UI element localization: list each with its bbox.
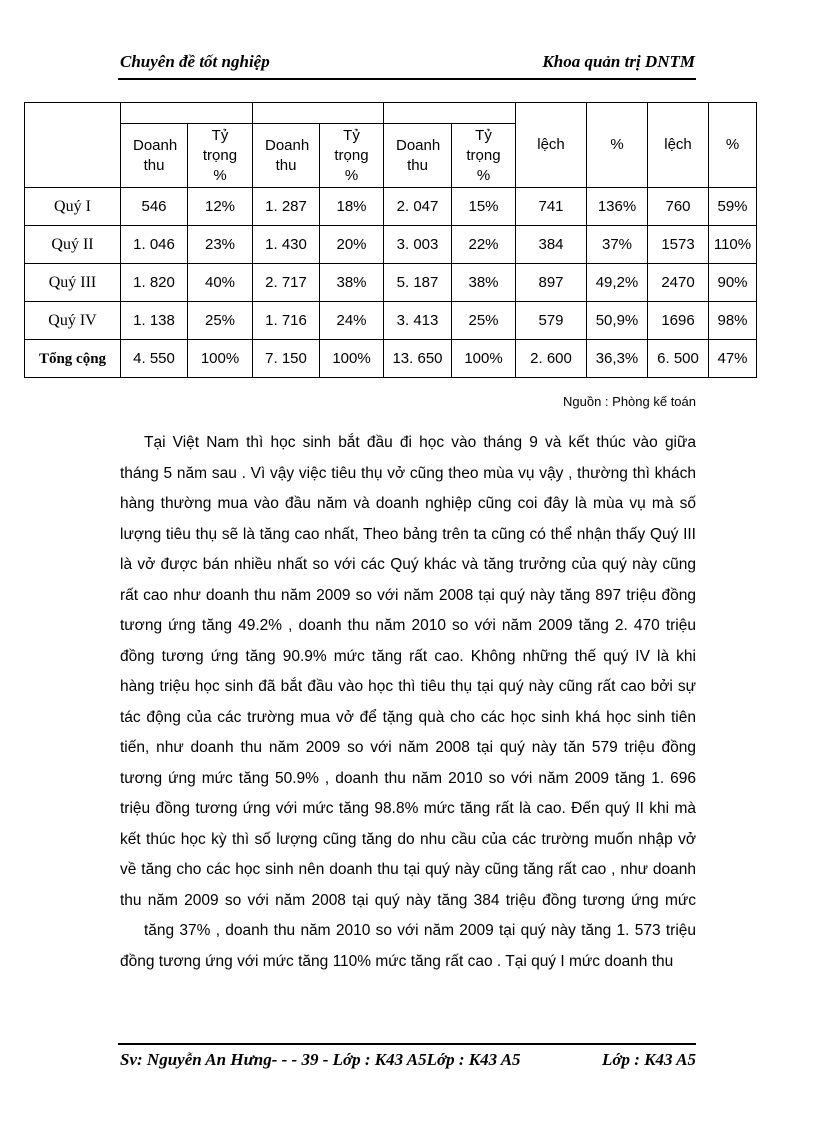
table-cell: 22%: [452, 226, 516, 264]
table-cell: 100%: [188, 340, 253, 378]
table-cell: 36,3%: [587, 340, 648, 378]
table-cell: 2. 600: [516, 340, 587, 378]
table-cell: 5. 187: [384, 264, 452, 302]
table-cell: 100%: [452, 340, 516, 378]
text-line: tương ứng mức tăng 50.9% , doanh thu năm 2010 so với năm 2009 tăng 1. 696: [120, 769, 696, 787]
table-cell: 25%: [452, 302, 516, 340]
table-header-cell: lệch: [648, 103, 709, 188]
table-group-header-row: [25, 103, 757, 124]
body-paragraph: [120, 428, 696, 977]
table-cell: 24%: [320, 302, 384, 340]
table-cell: 59%: [709, 188, 757, 226]
text-line: lượng tiêu thụ sẽ là tăng cao nhất, Theo bảng trên ta cũng có thể nhận thấy Quý III: [120, 525, 696, 543]
table-cell: 37%: [587, 226, 648, 264]
table-cell: 3. 413: [384, 302, 452, 340]
table-cell: 136%: [587, 188, 648, 226]
table-row: [25, 264, 757, 302]
row-label: Quý IV: [25, 302, 121, 340]
table-cell: 18%: [320, 188, 384, 226]
table-cell: 2. 717: [253, 264, 320, 302]
table-row: [25, 302, 757, 340]
text-line: tiến, như doanh thu năm 2009 so với năm 2008 tại quý này tăn 579 triệu đồng: [120, 739, 696, 756]
text-line: về tăng cho các học sinh nên doanh thu tại quý này cũng tăng rất cao , như doanh: [120, 861, 696, 878]
table-header-cell: %: [587, 103, 648, 188]
row-label: Quý III: [25, 264, 121, 302]
table-cell: 897: [516, 264, 587, 302]
footer-student: Sv: Nguyễn An Hưng- - - 39 - Lớp : K43 A5Lớp : K43 A5: [120, 1050, 521, 1069]
table-cell: 13. 650: [384, 340, 452, 378]
table-cell: 2. 047: [384, 188, 452, 226]
table-cell: 1. 820: [121, 264, 188, 302]
table-header-cell: Tỷ trọng %: [188, 124, 253, 188]
table-group-cell: [121, 103, 253, 124]
table-header-cell: Doanh thu: [384, 124, 452, 188]
text-line: thu năm 2009 so với năm 2008 tại quý này tăng 384 triệu đồng tương ứng mức: [120, 891, 696, 909]
row-label: Quý II: [25, 226, 121, 264]
table-cell: 1573: [648, 226, 709, 264]
text-line: tăng 37% , doanh thu năm 2010 so với năm 2009 tại quý này tăng 1. 573 triệu: [144, 922, 696, 939]
table-corner-cell: [25, 103, 121, 188]
table-header-cell: Tỷ trọng %: [320, 124, 384, 188]
table-cell: 20%: [320, 226, 384, 264]
table-cell: 2470: [648, 264, 709, 302]
text-line: tương ứng tăng 49.2% , doanh thu năm 2010 so với năm 2009 tăng 2. 470 triệu: [120, 617, 696, 634]
table-cell: 15%: [452, 188, 516, 226]
table-cell: 384: [516, 226, 587, 264]
table-cell: 50,9%: [587, 302, 648, 340]
text-line: đồng tương ứng tăng 90.9% mức tăng rất cao. Không những thế quý IV là khi: [120, 647, 696, 665]
text-line: hàng triệu học sinh đã bắt đầu vào học thì tiêu thụ tại quý này cũng rất cao bởi sự: [120, 678, 696, 695]
table-cell: 546: [121, 188, 188, 226]
table-cell: 40%: [188, 264, 253, 302]
page-header: [120, 52, 695, 78]
table-cell: 1. 716: [253, 302, 320, 340]
text-line: triệu đồng tương ứng với mức tăng 98.8% mức tăng rất là cao. Đến quý II khi mà: [120, 800, 696, 817]
table-cell: 98%: [709, 302, 757, 340]
table-header-cell: %: [709, 103, 757, 188]
text-line: Tại Việt Nam thì học sinh bắt đầu đi học vào tháng 9 và kết thúc vào giữa: [144, 434, 696, 451]
table-row: [25, 188, 757, 226]
table-source-note: Nguồn : Phòng kế toán: [563, 394, 696, 409]
table-header-cell: Tỷ trọng %: [452, 124, 516, 188]
table-cell: 6. 500: [648, 340, 709, 378]
row-label: Tổng cộng: [25, 340, 121, 378]
table-cell: 12%: [188, 188, 253, 226]
table-cell: 25%: [188, 302, 253, 340]
footer-class: Lớp : K43 A5: [602, 1050, 696, 1069]
header-title: Chuyên đề tốt nghiệp: [120, 52, 270, 71]
text-line: tháng 5 năm sau . Vì vậy việc tiêu thụ vở cũng theo mùa vụ vậy , thường thì khách: [120, 464, 696, 482]
table-cell: 23%: [188, 226, 253, 264]
table-cell: 1. 138: [121, 302, 188, 340]
text-line: là vở được bán nhiều nhất so với các Quý khác và tăng trưởng của quý này cũng: [120, 556, 696, 573]
table-cell: 1. 046: [121, 226, 188, 264]
text-line: tác động của các trường mua vở để tặng quà cho các học sinh khá học sinh tiên: [120, 708, 696, 726]
table-cell: 1696: [648, 302, 709, 340]
table-group-cell: [384, 103, 516, 124]
table-header-cell: Doanh thu: [121, 124, 188, 188]
table-cell: 49,2%: [587, 264, 648, 302]
text-line: đồng tương ứng với mức tăng 110% mức tăng rất cao . Tại quý I mức doanh thu: [120, 952, 674, 970]
table-row: [25, 226, 757, 264]
revenue-table: [24, 102, 757, 378]
table-header-cell: lệch: [516, 103, 587, 188]
table-cell: 7. 150: [253, 340, 320, 378]
text-line: rất cao như doanh thu năm 2009 so với năm 2008 tại quý này tăng 897 triệu đồng: [120, 586, 696, 604]
footer-divider: [118, 1043, 696, 1045]
text-line: kết thúc học kỳ thì số lượng cũng tăng do nhu cầu của các trường muốn nhập vở: [120, 830, 696, 848]
header-divider: [118, 78, 696, 80]
table-cell: 4. 550: [121, 340, 188, 378]
table-cell: 38%: [320, 264, 384, 302]
text-line: hàng thường mua vào đầu năm và doanh nghiệp cũng coi đây là mùa vụ mà số: [120, 495, 696, 512]
table-cell: 47%: [709, 340, 757, 378]
page-footer: [120, 1050, 696, 1074]
table-row: [25, 340, 757, 378]
table-cell: 760: [648, 188, 709, 226]
table-cell: 100%: [320, 340, 384, 378]
table-cell: 579: [516, 302, 587, 340]
row-label: Quý I: [25, 188, 121, 226]
table-header-cell: Doanh thu: [253, 124, 320, 188]
table-cell: 1. 430: [253, 226, 320, 264]
header-faculty: Khoa quản trị DNTM: [542, 52, 695, 71]
table-cell: 1. 287: [253, 188, 320, 226]
table-cell: 90%: [709, 264, 757, 302]
table-cell: 3. 003: [384, 226, 452, 264]
table-group-cell: [253, 103, 384, 124]
table-cell: 741: [516, 188, 587, 226]
table-cell: 38%: [452, 264, 516, 302]
table-cell: 110%: [709, 226, 757, 264]
